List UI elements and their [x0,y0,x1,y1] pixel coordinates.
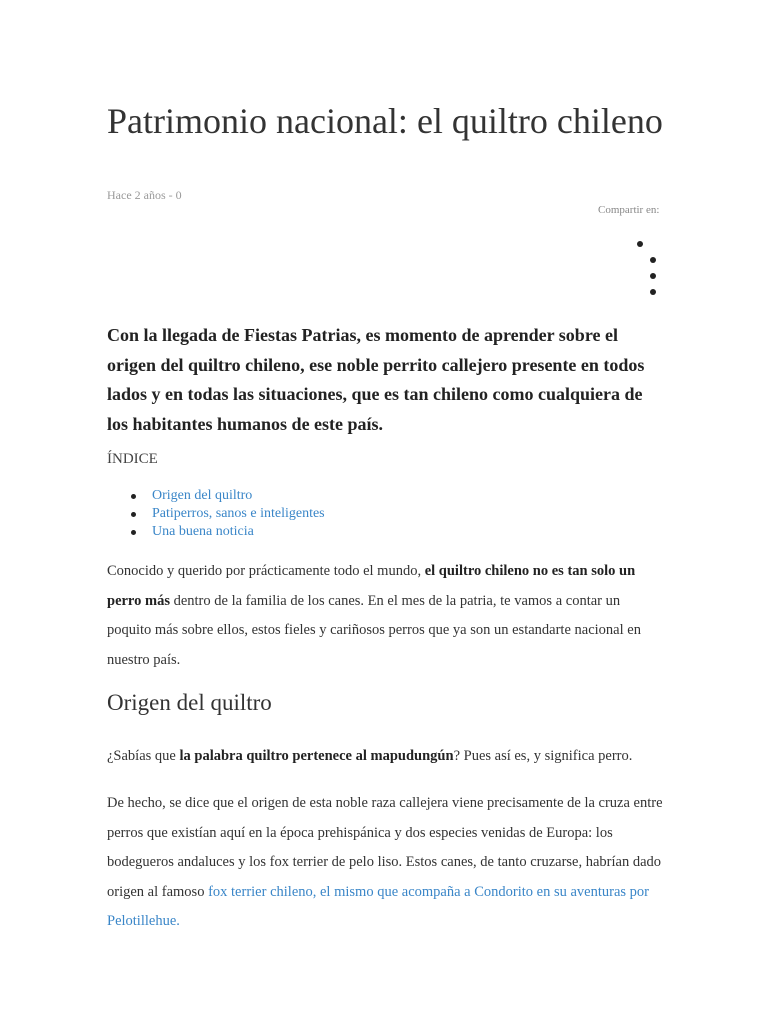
article-meta: Hace 2 años - 0 [107,188,182,202]
section-heading-origen: Origen del quiltro [107,690,272,715]
p1-text-2: ? Pues así es, y significa perro. [453,748,633,764]
intro-paragraph [107,557,667,675]
share-option-1-icon[interactable] [637,241,643,247]
index-item [107,487,325,505]
p1-text-1: ¿Sabías que [107,748,180,764]
intro-text-2: dentro de la familia de los canes. En el mes de la patria, te vamos a contar un poquito más sobre ellos, estos fieles y cariñosos perros que ya son un estandarte nacional en nuestro país. [107,592,641,668]
share-option-3-icon[interactable] [650,273,656,279]
index-link-patiperros[interactable]: Patiperros, sanos e inteligentes [152,506,325,521]
condorito-link[interactable]: fox terrier chileno, el mismo que acompaña a Condorito en su aventuras por Pelotillehue. [107,883,649,929]
index-link-origen[interactable]: Origen del quiltro [152,488,253,503]
index-list [107,487,325,541]
index-item [107,523,325,541]
section-paragraph-2 [107,789,667,937]
article-title: Patrimonio nacional: el quiltro chileno [107,101,663,141]
share-option-2-icon[interactable] [650,257,656,263]
share-option-4-icon[interactable] [650,289,656,295]
index-title: ÍNDICE [107,451,158,467]
index-item [107,505,325,523]
section-paragraph-1 [107,742,667,772]
index-link-buena-noticia[interactable]: Una buena noticia [152,524,254,539]
intro-text-1: Conocido y querido por prácticamente todo el mundo, [107,563,425,579]
article-lead: Con la llegada de Fiestas Patrias, es momento de aprender sobre el origen del quiltro chileno, ese noble perrito callejero presente en todos lados y en todas las situaciones, que es tan chileno como cualquiera de los habitantes humanos de este país. [107,325,645,434]
share-buttons [636,237,656,301]
p1-bold: la palabra quiltro pertenece al mapudungún [179,748,454,764]
p2-text: De hecho, se dice que el origen de esta noble raza callejera viene precisamente de la cruza entre perros que existían aquí en la época prehispánica y dos especies venidas de Europa: los bodegueros andaluces y los fox terrier de pelo liso. Estos canes, de tanto cruzarse, habrían dado origen al famoso [107,795,663,900]
intro-bold: el quiltro chileno no es tan solo un perro más [107,563,636,609]
share-label: Compartir en: [598,204,660,216]
